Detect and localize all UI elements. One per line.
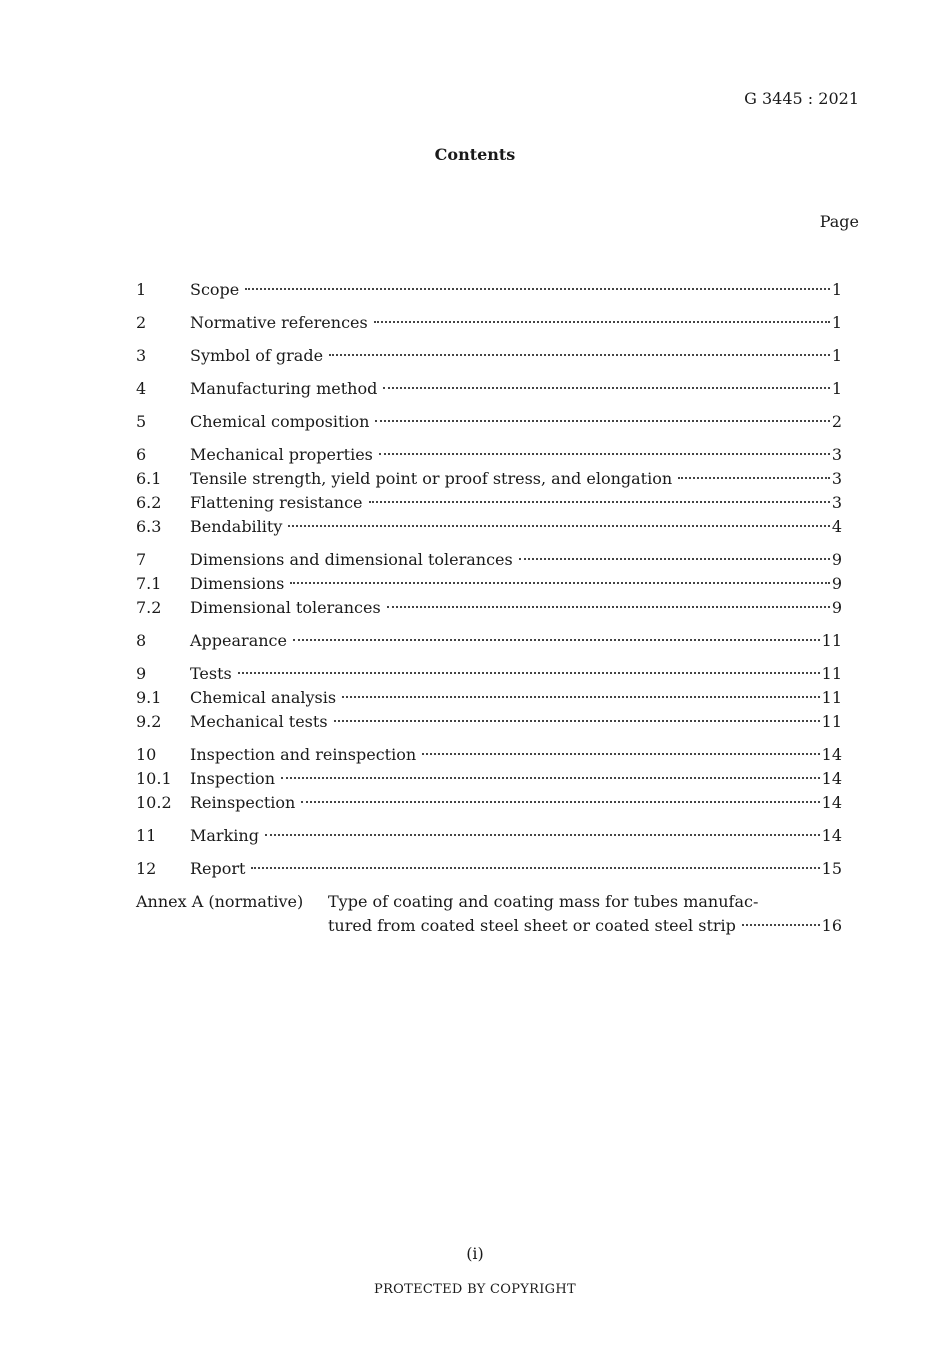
toc-entry-page: 1 bbox=[831, 280, 842, 299]
standard-number: G 3445 : 2021 bbox=[744, 89, 859, 108]
toc-entry-number: 10 bbox=[136, 745, 157, 764]
toc-entry-page: 1 bbox=[831, 313, 842, 332]
toc-entry-number: 10.2 bbox=[136, 793, 172, 812]
toc-leader-dots bbox=[375, 420, 829, 422]
toc-group bbox=[136, 548, 842, 620]
toc-entry[interactable] bbox=[136, 596, 842, 620]
toc-leader-dots bbox=[301, 801, 819, 803]
toc-entry-page: 11 bbox=[821, 712, 842, 731]
toc-entry-page: 11 bbox=[821, 664, 842, 683]
toc-entry-page: 14 bbox=[821, 793, 842, 812]
toc-entry-title: Appearance bbox=[190, 631, 287, 650]
toc-entry[interactable] bbox=[136, 857, 842, 881]
toc-group bbox=[136, 662, 842, 734]
annex-title-block bbox=[328, 890, 842, 938]
toc-entry-title: Manufacturing method bbox=[190, 379, 378, 398]
toc-leader-dots bbox=[342, 696, 820, 698]
toc-leader-dots bbox=[369, 501, 830, 503]
toc-entry-page: 14 bbox=[821, 826, 842, 845]
toc-entry-number: 2 bbox=[136, 313, 147, 332]
toc-leader-dots bbox=[387, 606, 830, 608]
toc-entry-number: 6.2 bbox=[136, 493, 162, 512]
toc-entry-title: Symbol of grade bbox=[190, 346, 324, 365]
toc-entry-page: 3 bbox=[831, 493, 842, 512]
toc-leader-dots bbox=[742, 924, 820, 926]
toc-entry[interactable] bbox=[136, 791, 842, 815]
toc-group bbox=[136, 857, 842, 881]
toc-entry[interactable] bbox=[136, 278, 842, 302]
toc-entry-page: 9 bbox=[831, 550, 842, 569]
toc-entry-title: Mechanical tests bbox=[190, 712, 328, 731]
toc-entry-page: 15 bbox=[821, 859, 842, 878]
toc-entry[interactable] bbox=[136, 743, 842, 767]
toc-entry-number: 11 bbox=[136, 826, 157, 845]
toc-entry-title: Tensile strength, yield point or proof stress, and elongation bbox=[190, 469, 673, 488]
toc-leader-dots bbox=[329, 354, 830, 356]
toc-entry-number: 9.2 bbox=[136, 712, 162, 731]
toc-entry-title: Reinspection bbox=[190, 793, 296, 812]
copyright-notice: PROTECTED BY COPYRIGHT bbox=[374, 1282, 576, 1297]
toc-entry-number: 5 bbox=[136, 412, 147, 431]
toc-leader-dots bbox=[379, 453, 830, 455]
toc-entry[interactable] bbox=[136, 686, 842, 710]
toc-leader-dots bbox=[265, 834, 820, 836]
toc-entry-number: 12 bbox=[136, 859, 157, 878]
toc-entry-page: 1 bbox=[831, 379, 842, 398]
toc-leader-dots bbox=[281, 777, 820, 779]
toc-group bbox=[136, 410, 842, 434]
toc-entry-title: Dimensions bbox=[190, 574, 285, 593]
toc-annex-entry[interactable] bbox=[136, 890, 842, 938]
annex-title-line-1: Type of coating and coating mass for tubes manufac- bbox=[328, 892, 759, 911]
toc-entry-number: 1 bbox=[136, 280, 147, 299]
toc-leader-dots bbox=[334, 720, 820, 722]
toc-leader-dots bbox=[288, 525, 829, 527]
toc-entry[interactable] bbox=[136, 710, 842, 734]
toc-group bbox=[136, 629, 842, 653]
toc-entry-title: Mechanical properties bbox=[190, 445, 373, 464]
toc-group bbox=[136, 377, 842, 401]
toc-entry-number: 7.1 bbox=[136, 574, 162, 593]
toc-entry-title: Inspection bbox=[190, 769, 275, 788]
toc-leader-dots bbox=[245, 288, 830, 290]
page-column-label: Page bbox=[819, 212, 859, 231]
toc-group bbox=[136, 743, 842, 815]
table-of-contents bbox=[136, 278, 842, 938]
toc-entry[interactable] bbox=[136, 467, 842, 491]
toc-entry-number: 6.3 bbox=[136, 517, 162, 536]
toc-leader-dots bbox=[290, 582, 829, 584]
toc-entry-title: Report bbox=[190, 859, 246, 878]
toc-entry[interactable] bbox=[136, 491, 842, 515]
toc-group bbox=[136, 824, 842, 848]
toc-entry-page: 11 bbox=[821, 688, 842, 707]
toc-leader-dots bbox=[519, 558, 830, 560]
annex-label: Annex A (normative) bbox=[136, 892, 304, 911]
toc-entry-page: 4 bbox=[831, 517, 842, 536]
toc-entry[interactable] bbox=[136, 443, 842, 467]
toc-entry[interactable] bbox=[136, 311, 842, 335]
toc-entry-title: Dimensional tolerances bbox=[190, 598, 381, 617]
toc-entry-title: Chemical analysis bbox=[190, 688, 337, 707]
toc-entry-number: 4 bbox=[136, 379, 147, 398]
toc-entry-title: Normative references bbox=[190, 313, 368, 332]
toc-entry-page: 3 bbox=[831, 445, 842, 464]
toc-entry[interactable] bbox=[136, 410, 842, 434]
toc-entry-page: 11 bbox=[821, 631, 842, 650]
toc-entry-page: 2 bbox=[831, 412, 842, 431]
toc-entry-title: Bendability bbox=[190, 517, 283, 536]
toc-entry-title: Tests bbox=[190, 664, 232, 683]
toc-leader-dots bbox=[293, 639, 820, 641]
toc-entry-page: 9 bbox=[831, 574, 842, 593]
toc-leader-dots bbox=[374, 321, 830, 323]
toc-entry[interactable] bbox=[136, 548, 842, 572]
toc-entry-title: Scope bbox=[190, 280, 240, 299]
toc-group bbox=[136, 344, 842, 368]
toc-entry[interactable] bbox=[136, 344, 842, 368]
toc-entry-number: 10.1 bbox=[136, 769, 172, 788]
toc-entry-number: 6.1 bbox=[136, 469, 162, 488]
toc-entry-title: Flattening resistance bbox=[190, 493, 363, 512]
toc-entry-title: Inspection and reinspection bbox=[190, 745, 417, 764]
toc-leader-dots bbox=[422, 753, 819, 755]
toc-entry-page: 14 bbox=[821, 769, 842, 788]
toc-entry-title: Marking bbox=[190, 826, 259, 845]
page-folio: (i) bbox=[466, 1244, 484, 1263]
toc-entry-page: 1 bbox=[831, 346, 842, 365]
toc-group bbox=[136, 278, 842, 302]
toc-entry-title: Dimensions and dimensional tolerances bbox=[190, 550, 513, 569]
toc-entry-number: 7.2 bbox=[136, 598, 162, 617]
toc-entry-number: 9 bbox=[136, 664, 147, 683]
toc-entry[interactable] bbox=[136, 572, 842, 596]
toc-entry[interactable] bbox=[136, 377, 842, 401]
toc-entry-number: 6 bbox=[136, 445, 147, 464]
toc-leader-dots bbox=[251, 867, 819, 869]
annex-page: 16 bbox=[821, 916, 842, 935]
toc-leader-dots bbox=[678, 477, 830, 479]
toc-entry-page: 14 bbox=[821, 745, 842, 764]
toc-entry[interactable] bbox=[136, 767, 842, 791]
toc-entry-number: 7 bbox=[136, 550, 147, 569]
page-title: Contents bbox=[434, 145, 516, 164]
annex-title-line-2: tured from coated steel sheet or coated steel strip bbox=[328, 916, 736, 935]
toc-leader-dots bbox=[238, 672, 820, 674]
toc-entry-number: 3 bbox=[136, 346, 147, 365]
toc-entry-page: 3 bbox=[831, 469, 842, 488]
toc-group bbox=[136, 443, 842, 539]
toc-entry-page: 9 bbox=[831, 598, 842, 617]
toc-entry-number: 8 bbox=[136, 631, 147, 650]
toc-leader-dots bbox=[383, 387, 829, 389]
toc-entry-number: 9.1 bbox=[136, 688, 162, 707]
toc-entry[interactable] bbox=[136, 515, 842, 539]
toc-group bbox=[136, 311, 842, 335]
toc-entry[interactable] bbox=[136, 824, 842, 848]
toc-entry[interactable] bbox=[136, 662, 842, 686]
annex-title-line-2-row bbox=[328, 914, 842, 938]
toc-entry-title: Chemical composition bbox=[190, 412, 370, 431]
toc-entry[interactable] bbox=[136, 629, 842, 653]
